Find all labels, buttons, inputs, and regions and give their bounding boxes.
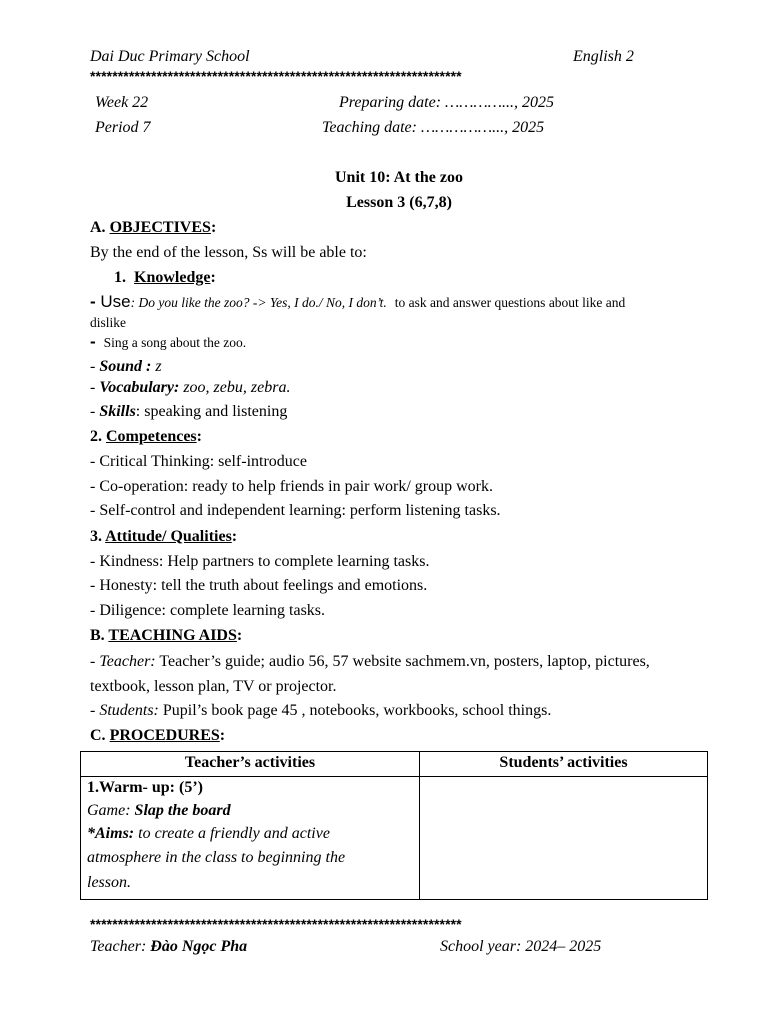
procedures-table: [80, 751, 708, 900]
game-line: Game: Slap the board: [87, 802, 231, 819]
competence-item: - Critical Thinking: self-introduce: [90, 453, 307, 470]
vocabulary-line: - Vocabulary: zoo, zebu, zebra.: [90, 379, 291, 396]
subject-name: English 2: [573, 48, 634, 65]
students-activities-header: Students’ activities: [420, 752, 708, 777]
footer-school-year: School year: 2024– 2025: [440, 938, 602, 955]
header-divider: *******************************************************************: [90, 68, 462, 84]
aims-line-3: lesson.: [87, 874, 131, 891]
attitude-item: - Honesty: tell the truth about feelings and emotions.: [90, 577, 428, 594]
attitude-item: - Kindness: Help partners to complete learning tasks.: [90, 553, 430, 570]
footer-teacher: Teacher: Đào Ngọc Pha: [90, 938, 248, 955]
footer-divider: *******************************************************************: [90, 916, 462, 932]
attitude-item: - Diligence: complete learning tasks.: [90, 602, 326, 619]
period-label: Period 7: [95, 119, 151, 136]
objectives-intro: By the end of the lesson, Ss will be able to:: [90, 244, 367, 261]
aims-line: *Aims: to create a friendly and active: [87, 825, 330, 842]
week-label: Week 22: [95, 94, 149, 111]
teacher-aids-line-cont: textbook, lesson plan, TV or projector.: [90, 678, 337, 695]
students-activities-cell: [420, 777, 708, 900]
school-name: Dai Duc Primary School: [90, 48, 250, 65]
procedures-heading: C. PROCEDURES:: [90, 727, 226, 744]
song-line: - Sing a song about the zoo.: [90, 332, 247, 351]
use-line: - Use: Do you like the zoo? -> Yes, I do./ No, I don’t. to ask and answer questions about like and: [90, 292, 626, 311]
knowledge-heading: 1. Knowledge:: [114, 269, 216, 286]
teaching-aids-heading: B. TEACHING AIDS:: [90, 627, 243, 644]
warmup-title: 1.Warm- up: (5’): [87, 779, 203, 796]
unit-title: Unit 10: At the zoo: [335, 169, 463, 186]
competence-item: - Self-control and independent learning: perform listening tasks.: [90, 502, 501, 519]
sound-line: - Sound : z: [90, 358, 162, 375]
table-header-row: [81, 752, 708, 777]
teaching-date: Teaching date: ……………..., 2025: [322, 119, 545, 136]
teacher-activities-header: Teacher’s activities: [81, 752, 420, 777]
attitude-heading: 3. Attitude/ Qualities:: [90, 528, 238, 545]
competence-item: - Co-operation: ready to help friends in pair work/ group work.: [90, 478, 494, 495]
use-line-cont: dislike: [90, 315, 126, 330]
objectives-heading: A. OBJECTIVES:: [90, 219, 217, 236]
skills-line: - Skills: speaking and listening: [90, 403, 288, 420]
teacher-aids-line: - Teacher: Teacher’s guide; audio 56, 57 website sachmem.vn, posters, laptop, pictures,: [90, 653, 650, 670]
table-row: [81, 777, 708, 900]
preparing-date: Preparing date: …………..., 2025: [339, 94, 554, 111]
students-aids-line: - Students: Pupil’s book page 45 , notebooks, workbooks, school things.: [90, 702, 552, 719]
aims-line-2: atmosphere in the class to beginning the: [87, 849, 346, 866]
teacher-activities-cell: [81, 777, 420, 900]
competences-heading: 2. Competences:: [90, 428, 202, 445]
lesson-title: Lesson 3 (6,7,8): [346, 194, 452, 211]
